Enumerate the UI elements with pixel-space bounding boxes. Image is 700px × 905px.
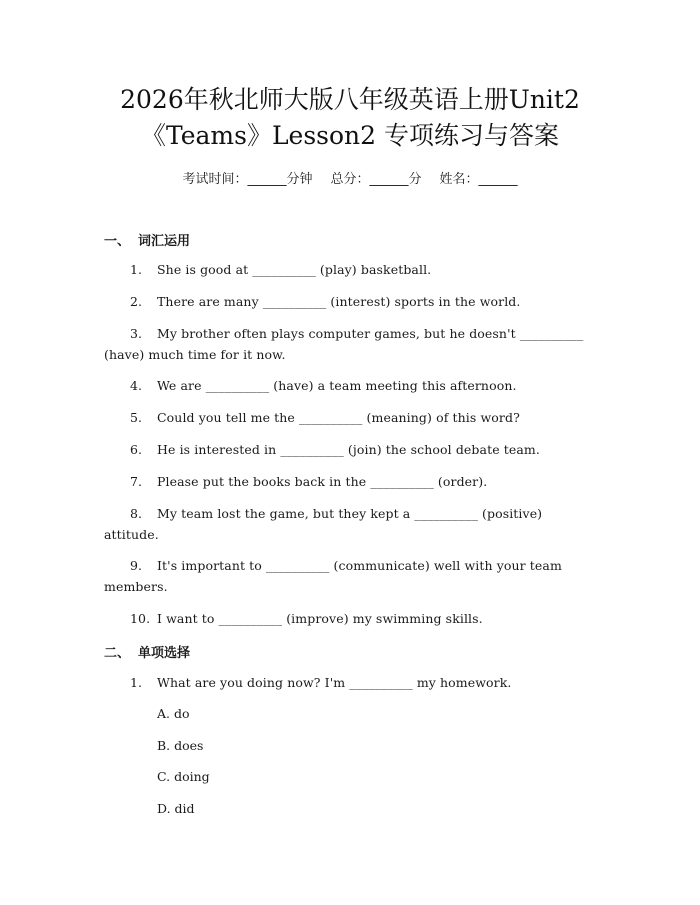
- question-text: She is good at __________ (play) basketball.: [157, 262, 432, 277]
- question-item: [104, 407, 599, 428]
- exam-info-line: [0, 168, 700, 187]
- question-number: 4.: [130, 378, 143, 393]
- total-score-field: 总分：______分: [330, 172, 422, 187]
- question-number: 6.: [130, 442, 143, 457]
- section-heading-vocabulary: [104, 230, 190, 249]
- question-item: [104, 672, 599, 693]
- section-title: 单项选择: [138, 646, 191, 661]
- question-text: Please put the books back in the __________ (order).: [157, 474, 488, 489]
- question-item: [104, 503, 599, 545]
- question-text: We are __________ (have) a team meeting this afternoon.: [157, 378, 517, 393]
- question-text: He is interested in __________ (join) the school debate team.: [157, 442, 540, 457]
- question-number: 1.: [130, 675, 143, 690]
- question-item: [104, 555, 599, 597]
- section-heading-multiple-choice: [104, 642, 190, 661]
- question-item: [104, 471, 599, 492]
- choice-option-b: B. does: [157, 738, 204, 753]
- question-text: It's important to __________ (communicate) well with your team members.: [104, 558, 562, 594]
- question-item: [104, 323, 599, 365]
- question-number: 9.: [130, 558, 143, 573]
- question-item: [104, 439, 599, 460]
- student-name-field: 姓名：______: [439, 172, 518, 187]
- choice-option-a: A. do: [157, 706, 190, 721]
- question-text: My team lost the game, but they kept a __________ (positive) attitude.: [104, 506, 543, 542]
- question-number: 1.: [130, 262, 143, 277]
- question-number: 3.: [130, 326, 143, 341]
- question-number: 10.: [130, 611, 151, 626]
- section-number: 一、: [104, 234, 131, 249]
- question-text: My brother often plays computer games, but he doesn't __________ (have) much time for it now.: [104, 326, 584, 362]
- document-title-line-1: 2026年秋北师大版八年级英语上册Unit2: [120, 85, 580, 114]
- question-item: [104, 259, 599, 280]
- question-text: There are many __________ (interest) sports in the world.: [157, 294, 521, 309]
- document-title-line-2: 《Teams》Lesson2 专项练习与答案: [140, 121, 560, 150]
- question-number: 5.: [130, 410, 143, 425]
- question-item: [104, 375, 599, 396]
- choice-option-d: D. did: [157, 801, 195, 816]
- question-number: 2.: [130, 294, 143, 309]
- question-item: [104, 608, 599, 629]
- exam-time-field: 考试时间：______分钟: [182, 172, 313, 187]
- question-text: What are you doing now? I'm __________ my homework.: [157, 675, 512, 690]
- question-number: 7.: [130, 474, 143, 489]
- choice-option-c: C. doing: [157, 769, 210, 784]
- question-text: Could you tell me the __________ (meaning) of this word?: [157, 410, 520, 425]
- section-title: 词汇运用: [138, 234, 191, 249]
- question-number: 8.: [130, 506, 143, 521]
- question-item: [104, 291, 599, 312]
- question-text: I want to __________ (improve) my swimming skills.: [157, 611, 483, 626]
- section-number: 二、: [104, 646, 131, 661]
